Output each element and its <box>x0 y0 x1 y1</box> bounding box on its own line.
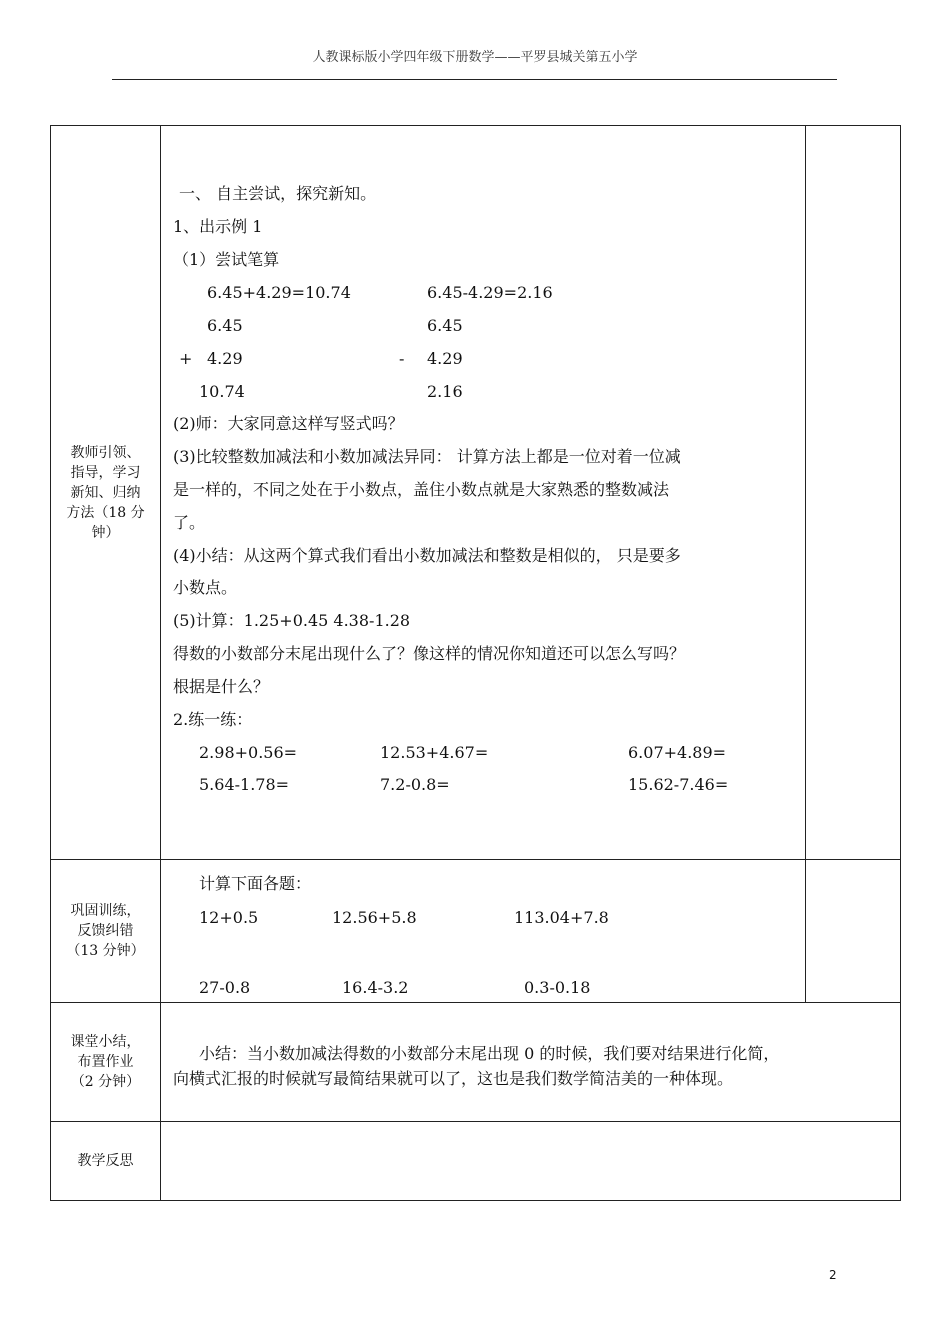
equation-add: 6.45+4.29=10.74 <box>207 283 351 302</box>
vertical-add-result: 10.74 <box>199 382 245 401</box>
label-line: 课堂小结， <box>70 1034 141 1050</box>
page-number: 2 <box>829 1268 837 1282</box>
label-line: 方法（18 分 <box>66 504 145 521</box>
practice-item: 6.07+4.89= <box>628 743 727 762</box>
page-header: 人教课标版小学四年级下册数学——平罗县城关第五小学 <box>312 50 638 65</box>
vertical-add-bottom: 4.29 <box>207 349 243 368</box>
content-cell-practice <box>161 860 806 1003</box>
label-line: 指导，学习 <box>70 464 141 481</box>
label-cell-reflection <box>51 1122 161 1201</box>
row-practice <box>51 860 901 1003</box>
lesson-plan-table <box>50 125 901 1201</box>
vertical-sub-top: 6.45 <box>427 316 463 335</box>
question-5: (5)计算：1.25+0.45 4.38-1.28 <box>173 611 411 630</box>
label-line: 反馈纠错 <box>77 923 134 939</box>
calc-item: 0.3-0.18 <box>524 978 591 997</box>
row-guidance <box>51 126 901 860</box>
equation-sub: 6.45-4.29=2.16 <box>427 283 553 302</box>
practice-item: 2.98+0.56= <box>199 743 298 762</box>
row-reflection <box>51 1122 901 1201</box>
vertical-sub-bottom: 4.29 <box>427 349 463 368</box>
example-label: 1、出示例 1 <box>173 217 263 236</box>
label-cell-summary <box>51 1003 161 1122</box>
question-2: (2)师：大家同意这样写竖式吗？ <box>173 414 404 433</box>
label-line: （2 分钟） <box>70 1074 141 1090</box>
practice-title: 2.练一练： <box>173 710 253 729</box>
summary-line-2: 向横式汇报的时候就写最简结果就可以了，这也是我们数学简洁美的一种体现。 <box>173 1069 734 1088</box>
row-summary <box>51 1003 901 1122</box>
practice-task-title: 计算下面各题： <box>199 874 312 893</box>
ask-line-1: 得数的小数部分末尾出现什么了？像这样的情况你知道还可以怎么写吗？ <box>173 644 686 663</box>
label-line: 布置作业 <box>77 1054 134 1070</box>
question-3-line-1: (3)比较整数加减法和小数加减法异同： 计算方法上都是一位对着一位减 <box>173 447 681 466</box>
vertical-add-top: 6.45 <box>207 316 243 335</box>
question-3-line-2: 是一样的，不同之处在于小数点，盖住小数点就是大家熟悉的整数减法 <box>173 480 670 499</box>
label-line: 巩固训练， <box>70 903 141 919</box>
notes-cell-practice <box>806 860 901 1003</box>
content-cell-summary <box>161 1003 901 1122</box>
practice-item: 15.62-7.46= <box>628 775 729 794</box>
label-cell-practice <box>51 860 161 1003</box>
vertical-add-operator: + <box>179 349 193 368</box>
calc-item: 27-0.8 <box>199 978 251 997</box>
question-3-line-3: 了。 <box>173 513 206 532</box>
vertical-sub-operator: - <box>399 349 405 368</box>
content-cell-guidance <box>161 126 806 860</box>
calc-item: 12.56+5.8 <box>332 908 417 927</box>
question-4-line-1: (4)小结：从这两个算式我们看出小数加减法和整数是相似的， 只是要多 <box>173 546 681 565</box>
practice-item: 12.53+4.67= <box>380 743 489 762</box>
ask-line-2: 根据是什么？ <box>173 677 270 696</box>
vertical-sub-result: 2.16 <box>427 382 463 401</box>
label-line: 钟） <box>91 524 120 541</box>
label-line: 教学反思 <box>77 1153 134 1169</box>
label-cell-guidance <box>51 126 161 860</box>
header-rule <box>112 79 837 80</box>
practice-item: 5.64-1.78= <box>199 775 290 794</box>
practice-item: 7.2-0.8= <box>380 775 450 794</box>
question-4-line-2: 小数点。 <box>173 578 238 597</box>
calc-item: 113.04+7.8 <box>514 908 609 927</box>
try-calc-label: （1）尝试笔算 <box>173 250 280 269</box>
notes-cell-guidance <box>806 126 901 860</box>
calc-item: 16.4-3.2 <box>342 978 409 997</box>
calc-item: 12+0.5 <box>199 908 259 927</box>
section-title: 一、 自主尝试，探究新知。 <box>179 184 377 203</box>
label-line: 教师引领、 <box>70 444 141 461</box>
summary-line-1: 小结：当小数加减法得数的小数部分末尾出现 0 的时候，我们要对结果进行化简， <box>199 1044 780 1063</box>
label-line: 新知、归纳 <box>70 484 141 501</box>
label-line: （13 分钟） <box>66 943 145 959</box>
content-cell-reflection <box>161 1122 901 1201</box>
